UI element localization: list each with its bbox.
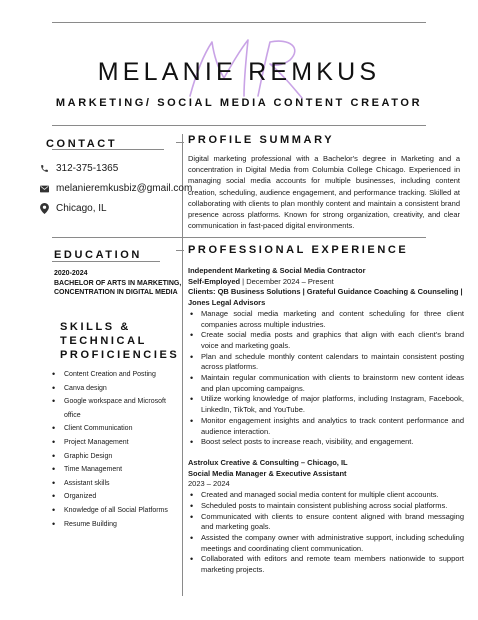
list-item: • Google workspace and Microsoft office [52,395,182,422]
header-bottom-rule [52,125,426,126]
job-entry-1 [188,266,464,448]
list-item: • Project Management [52,436,182,450]
job-role-2: Social Media Manager & Executive Assistant [188,468,347,478]
list-item: • Communicated with clients to ensure content aligned with brand messaging and marketing goals. [188,512,464,533]
contact-phone [40,163,118,174]
top-rule [52,22,426,23]
job-employer-line-1 [188,277,464,288]
experience-heading: PROFESSIONAL EXPERIENCE [188,244,409,256]
list-item: • Scheduled posts to maintain consistent publishing across social platforms. [188,501,464,512]
education-heading: EDUCATION [54,249,142,261]
list-item: • Manage social media marketing and content scheduling for three client companies across multiple industries. [188,309,464,330]
list-item: • Canva design [52,382,182,396]
contact-education-rule [52,237,182,238]
list-item: • Plan and schedule monthly content calendars to maintain consistent posting across platforms. [188,352,464,373]
list-item: • Organized [52,490,182,504]
skills-list [52,368,182,531]
job-title: MARKETING/ SOCIAL MEDIA CONTENT CREATOR [55,97,423,109]
list-item: • Utilize working knowledge of major platforms, including Instagram, Facebook, LinkedIn, TikTok, and YouTube. [188,394,464,415]
map-pin-icon [40,203,49,214]
job-entry-2 [188,458,464,576]
candidate-name: MELANIE REMKUS [97,58,381,86]
list-item: • Assisted the company owner with administrative support, including scheduling meetings and coordinating client communication. [188,533,464,554]
contact-location [40,203,107,214]
job-employer-1: Self-Employed [188,276,241,286]
list-item: • Boost select posts to increase reach, visibility, and engagement. [188,437,464,448]
education-underline [52,261,160,262]
job-dates-2: 2023 – 2024 [188,479,230,489]
job-title-1: Independent Marketing & Social Media Contractor [188,266,366,275]
job-clients-1: Clients: QB Business Solutions | Grateful Guidance Coaching & Counseling | Jones Legal Advisors [188,287,463,308]
location-text: Chicago, IL [56,203,107,214]
list-item: • Graphic Design [52,450,182,464]
experience-left-tick [176,250,184,251]
job-bullets-1 [188,309,464,448]
column-divider [182,134,183,596]
list-item: • Create social media posts and graphics that align with each client's brand voice and marketing goals. [188,330,464,351]
profile-text: Digital marketing professional with a Bachelor's degree in Marketing and a concentration in Digital Media from Columbia College Chicago. Experienced in managing social media accounts for multiple businesses, including content creation, scheduling, audience engagement, and performance tracking. Skilled at collaborating with clients to plan monthly content and maintain a consistent brand presence across platforms. Known for strong organization, creativity, and clear communication in fast-paced digital environments. [188,154,460,231]
list-item: • Resume Building [52,518,182,532]
job-bullets-2 [188,490,464,576]
contact-email [40,183,192,194]
profile-heading: PROFILE SUMMARY [188,134,335,146]
list-item: • Monitor engagement insights and analytics to track content performance and audience interaction. [188,416,464,437]
education-details [54,269,184,298]
email-address: melanieremkusbiz@gmail.com [56,183,193,194]
list-item: • Time Management [52,463,182,477]
phone-number: 312-375-1365 [56,163,119,174]
list-item: • Collaborated with editors and remote team members nationwide to support marketing projects. [188,554,464,575]
job-dates-1: | December 2024 – Present [240,276,334,286]
contact-heading: CONTACT [46,138,118,150]
list-item: • Assistant skills [52,477,182,491]
list-item: • Client Communication [52,422,182,436]
list-item: • Knowledge of all Social Platforms [52,504,182,518]
profile-experience-rule [183,237,426,238]
list-item: • Maintain regular communication with clients to brainstorm new content ideas and plan upcoming campaigns. [188,373,464,394]
job-company-2: Astrolux Creative & Consulting – Chicago, IL [188,458,348,467]
list-item: • Created and managed social media content for multiple client accounts. [188,490,464,501]
envelope-icon [40,185,49,193]
education-years: 2020-2024 [54,270,88,277]
skills-heading: SKILLS & TECHNICAL PROFICIENCIES [60,321,180,361]
phone-icon [40,164,49,173]
profile-left-tick [176,142,184,143]
list-item: • Content Creation and Posting [52,368,182,382]
education-degree: BACHELOR OF ARTS IN MARKETING, CONCENTRATION IN DIGITAL MEDIA [54,279,182,296]
